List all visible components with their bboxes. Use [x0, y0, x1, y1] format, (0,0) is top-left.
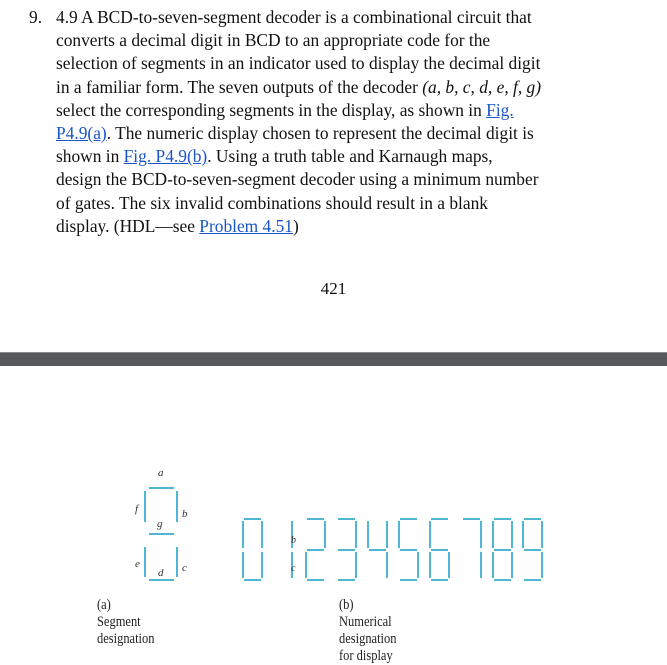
segment-designation-diagram	[135, 467, 188, 580]
text-line: selection of segments in an indicator used to display the decimal digit	[56, 53, 541, 74]
seven-segment-figure	[0, 440, 667, 590]
problem-number: 9.	[29, 7, 43, 27]
text-line: P4.9(a). The numeric display chosen to represent the decimal digit is	[56, 123, 534, 144]
page-number: 421	[320, 279, 347, 298]
label-c: c	[182, 562, 187, 574]
outputs-italic: (a, b, c, d, e, f, g)	[422, 76, 542, 97]
text-line: display. (HDL—see Problem 4.51)	[56, 215, 299, 236]
display-digit-8	[493, 519, 512, 580]
text-line: of gates. The six invalid combinations should result in a blank	[56, 192, 488, 213]
display-digit-3	[338, 519, 356, 580]
caption-b: (b) Numerical designation for display	[339, 597, 397, 664]
text-line: shown in Fig. P4.9(b). Using a truth table and Karnaugh maps,	[56, 146, 493, 167]
label-b: b	[182, 508, 188, 520]
caption-a: (a) Segment designation	[97, 597, 155, 647]
display-digit-6	[430, 519, 449, 580]
label-f: f	[135, 503, 139, 515]
display-digit-9	[523, 519, 542, 580]
text-line: design the BCD-to-seven-segment decoder using a minimum number	[56, 169, 539, 190]
problem-4-51-link[interactable]: Problem 4.51	[199, 215, 293, 236]
digit-label-c: c	[291, 563, 296, 574]
text-line: select the corresponding segments in the display, as shown in Fig.	[56, 99, 514, 120]
page-divider	[0, 352, 667, 366]
display-digit-0	[243, 519, 262, 580]
display-digit-5	[399, 519, 418, 580]
digit-label-b: b	[291, 535, 296, 546]
fig-link-b[interactable]: Fig. P4.9(b)	[123, 146, 208, 167]
text-line: in a familiar form. The seven outputs of the decoder (a, b, c, d, e, f, g)	[56, 76, 542, 97]
display-digit-4	[368, 521, 387, 578]
numerical-display-digits	[243, 519, 542, 580]
text-line: 4.9 A BCD-to-seven-segment decoder is a combinational circuit that	[56, 7, 532, 27]
fig-link-a-part1[interactable]: Fig.	[486, 99, 514, 120]
text-line: converts a decimal digit in BCD to an appropriate code for the	[56, 30, 491, 51]
label-e: e	[135, 558, 140, 570]
label-d: d	[158, 567, 164, 579]
display-digit-2	[306, 519, 325, 580]
label-g: g	[157, 518, 163, 530]
display-digit-7	[463, 519, 481, 578]
label-a: a	[158, 467, 164, 479]
problem-text	[56, 6, 654, 238]
fig-link-a-part2[interactable]: P4.9(a)	[56, 123, 107, 144]
